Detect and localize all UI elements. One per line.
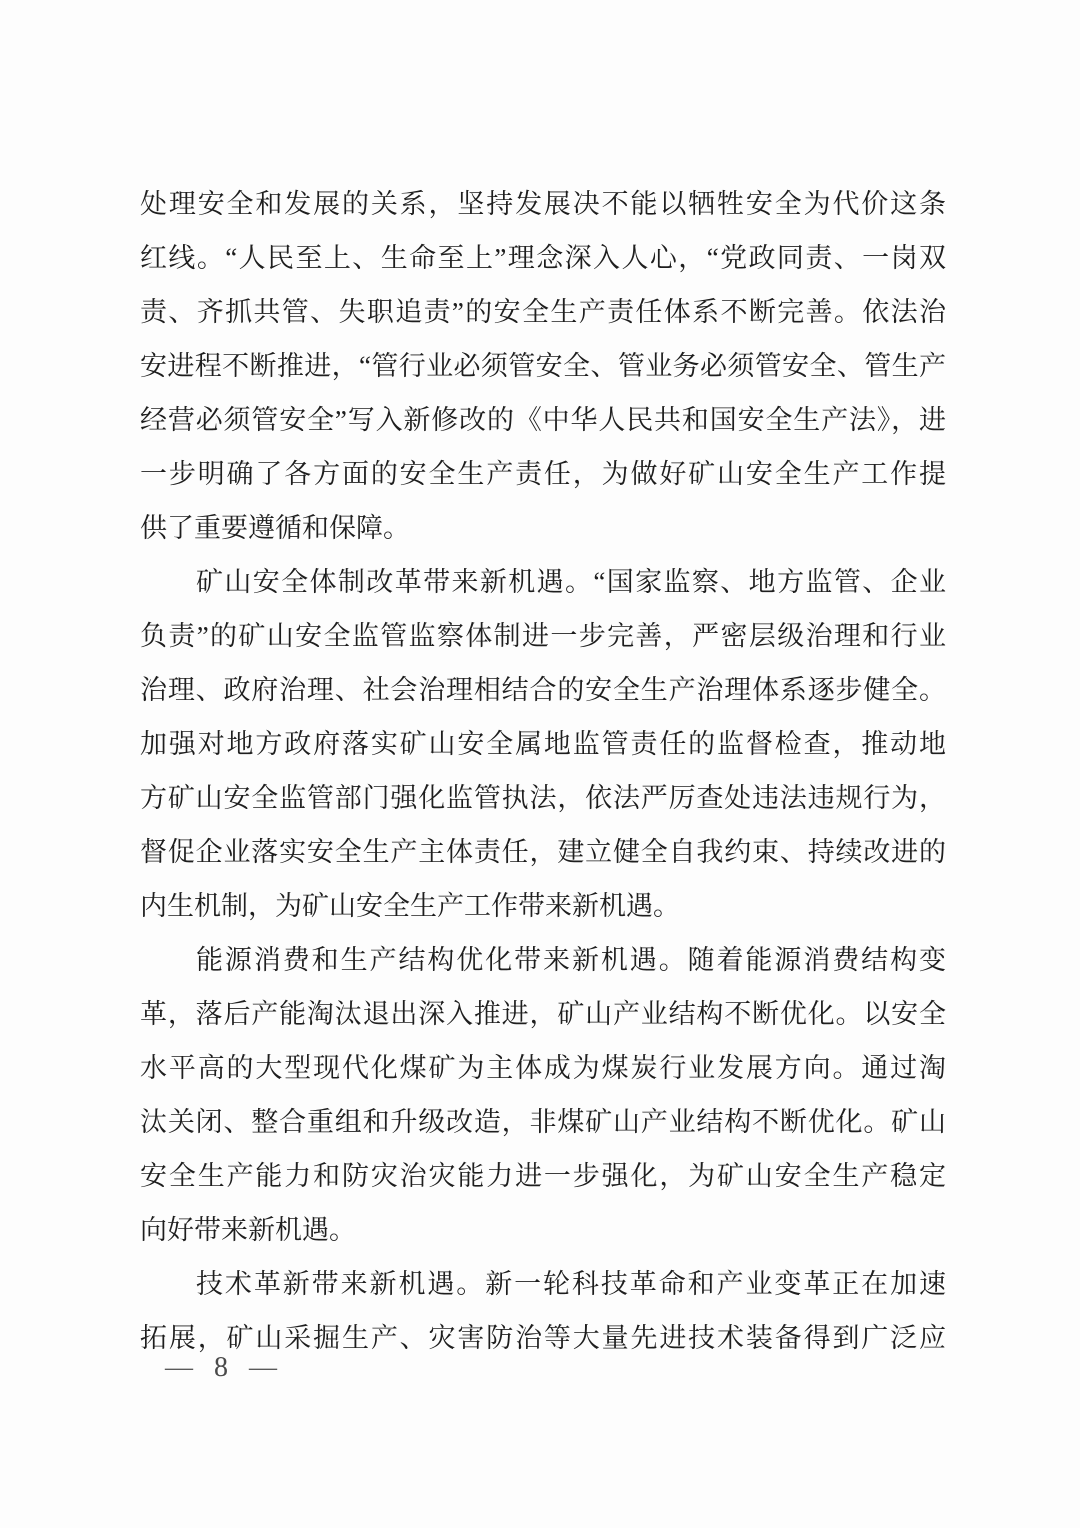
text-line: 汰关闭、整合重组和升级改造，非煤矿山产业结构不断优化。矿山 (140, 1107, 946, 1137)
text-line: 安全生产能力和防灾治灾能力进一步强化，为矿山安全生产稳定 (140, 1161, 946, 1191)
page-number-value: 8 (214, 1352, 228, 1383)
text-line: 经营必须管安全”写入新修改的《中华人民共和国安全生产法》，进 (140, 405, 946, 435)
text-line: 红线。“人民至上、生命至上”理念深入人心，“党政同责、一岗双 (140, 243, 946, 273)
text-line: 处理安全和发展的关系，坚持发展决不能以牺牲安全为代价这条 (140, 189, 946, 219)
text-line: 督促企业落实安全生产主体责任，建立健全自我约束、持续改进的 (140, 837, 946, 867)
text-line: 水平高的大型现代化煤矿为主体成为煤炭行业发展方向。通过淘 (140, 1053, 946, 1083)
text-line: 安进程不断推进，“管行业必须管安全、管业务必须管安全、管生产 (140, 351, 946, 381)
text-line: 技术革新带来新机遇。新一轮科技革命和产业变革正在加速 (196, 1269, 946, 1299)
text-line: 治理、政府治理、社会治理相结合的安全生产治理体系逐步健全。 (140, 675, 946, 705)
text-line: 拓展，矿山采掘生产、灾害防治等大量先进技术装备得到广泛应 (140, 1323, 946, 1353)
text-line: 一步明确了各方面的安全生产责任，为做好矿山安全生产工作提 (140, 459, 946, 489)
text-block (140, 177, 946, 1365)
page-number-dash-left: — (165, 1352, 193, 1383)
text-line: 矿山安全体制改革带来新机遇。“国家监察、地方监管、企业 (196, 567, 946, 597)
text-line: 责、齐抓共管、失职追责”的安全生产责任体系不断完善。依法治 (140, 297, 946, 327)
text-line: 加强对地方政府落实矿山安全属地监管责任的监督检查，推动地 (140, 729, 946, 759)
text-line: 能源消费和生产结构优化带来新机遇。随着能源消费结构变 (196, 945, 946, 975)
text-line: 向好带来新机遇。 (140, 1215, 356, 1245)
text-line: 负责”的矿山安全监管监察体制进一步完善，严密层级治理和行业 (140, 621, 946, 651)
page-number-dash-right: — (249, 1352, 277, 1383)
page-number (165, 1352, 277, 1384)
text-line: 内生机制，为矿山安全生产工作带来新机遇。 (140, 891, 680, 921)
text-line: 革，落后产能淘汰退出深入推进，矿山产业结构不断优化。以安全 (140, 999, 946, 1029)
text-line: 方矿山安全监管部门强化监管执法，依法严厉查处违法违规行为， (140, 783, 946, 813)
text-line: 供了重要遵循和保障。 (140, 513, 410, 543)
